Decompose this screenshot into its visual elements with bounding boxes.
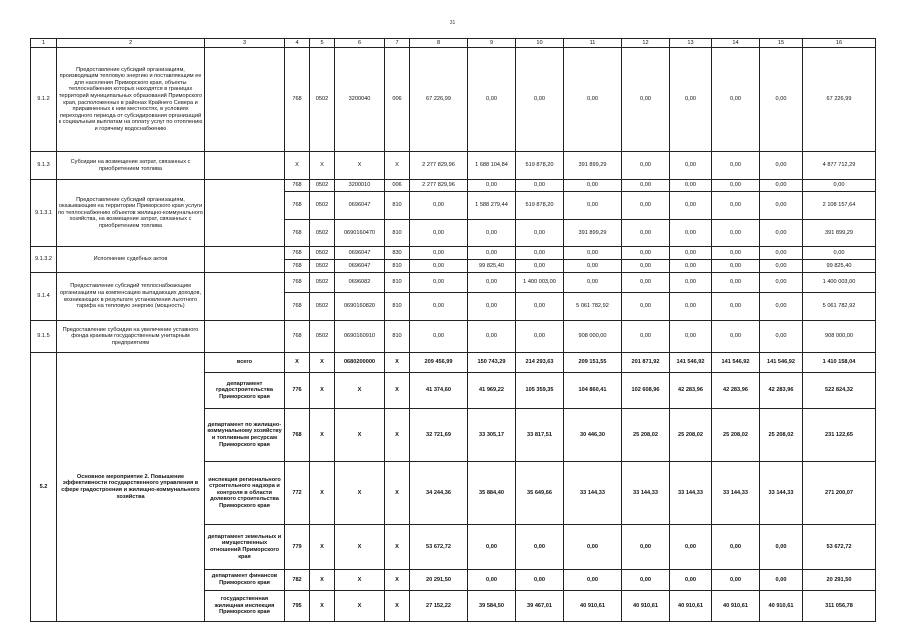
cell-code-vr: 810 — [385, 293, 410, 321]
cell-code-vr: 810 — [385, 192, 410, 220]
cell-value-col15: 25 208,02 — [760, 409, 803, 462]
cell-value-col13: 141 546,92 — [670, 353, 712, 373]
header-cell-14: 14 — [712, 39, 760, 48]
cell-value-col12: 0,00 — [622, 260, 670, 273]
cell-value-col14: 0,00 — [712, 321, 760, 353]
row-description: Субсидии на возмещение затрат, связанных с приобретением топлива — [57, 152, 205, 180]
cell-value-col13: 33 144,33 — [670, 462, 712, 525]
cell-value-col14: 0,00 — [712, 293, 760, 321]
row-number: 5.2 — [31, 353, 57, 622]
row-number: 9.1.5 — [31, 321, 57, 353]
cell-code-csr: 0690160820 — [335, 293, 385, 321]
cell-value-col15: 0,00 — [760, 180, 803, 192]
cell-value-col14: 25 208,02 — [712, 409, 760, 462]
cell-value-col9: 41 969,22 — [468, 373, 516, 409]
cell-value-col11: 0,00 — [564, 192, 622, 220]
budget-table — [30, 38, 876, 622]
row-number: 9.1.4 — [31, 273, 57, 321]
cell-value-col14: 40 910,61 — [712, 591, 760, 622]
cell-value-col14: 0,00 — [712, 152, 760, 180]
cell-code-rzpr: 0502 — [310, 247, 335, 260]
cell-value-col10: 214 293,63 — [516, 353, 564, 373]
row-description: Исполнение судебных актов — [57, 247, 205, 273]
cell-value-col14: 0,00 — [712, 192, 760, 220]
cell-value-col11: 0,00 — [564, 260, 622, 273]
cell-value-col9: 1 588 279,44 — [468, 192, 516, 220]
cell-code-grbs: 768 — [285, 293, 310, 321]
cell-value-col15: 42 283,96 — [760, 373, 803, 409]
cell-value-col10: 0,00 — [516, 321, 564, 353]
cell-code-rzpr: 0502 — [310, 192, 335, 220]
header-cell-2: 2 — [57, 39, 205, 48]
cell-value-col9: 1 688 104,84 — [468, 152, 516, 180]
cell-value-col11: 0,00 — [564, 247, 622, 260]
cell-value-col16: 522 824,32 — [803, 373, 876, 409]
cell-value-col9: 35 884,40 — [468, 462, 516, 525]
cell-code-grbs: 768 — [285, 409, 310, 462]
cell-code-rzpr: X — [310, 353, 335, 373]
cell-value-col12: 102 608,96 — [622, 373, 670, 409]
cell-code-rzpr: X — [310, 591, 335, 622]
cell-code-grbs: 772 — [285, 462, 310, 525]
cell-code-vr: X — [385, 525, 410, 570]
row-number: 9.1.3.2 — [31, 247, 57, 273]
cell-value-col8: 0,00 — [410, 260, 468, 273]
cell-value-col8: 209 456,99 — [410, 353, 468, 373]
cell-value-col12: 0,00 — [622, 192, 670, 220]
cell-value-col9: 0,00 — [468, 525, 516, 570]
cell-code-rzpr: 0502 — [310, 321, 335, 353]
cell-value-col10: 0,00 — [516, 48, 564, 152]
cell-value-col16: 231 122,65 — [803, 409, 876, 462]
cell-value-col14: 141 546,92 — [712, 353, 760, 373]
cell-value-col14: 0,00 — [712, 525, 760, 570]
cell-value-col15: 0,00 — [760, 220, 803, 247]
cell-value-col11: 40 910,61 — [564, 591, 622, 622]
cell-code-rzpr: 0502 — [310, 220, 335, 247]
cell-value-col15: 141 546,92 — [760, 353, 803, 373]
cell-value-col12: 0,00 — [622, 152, 670, 180]
cell-code-vr: 810 — [385, 260, 410, 273]
cell-value-col11: 30 446,30 — [564, 409, 622, 462]
row-number: 9.1.3 — [31, 152, 57, 180]
header-cell-7: 7 — [385, 39, 410, 48]
cell-value-col15: 0,00 — [760, 247, 803, 260]
table-row-9-1-2 — [31, 48, 876, 152]
header-cell-6: 6 — [335, 39, 385, 48]
cell-code-vr: 006 — [385, 48, 410, 152]
cell-code-rzpr: X — [310, 525, 335, 570]
cell-value-col15: 0,00 — [760, 48, 803, 152]
row-number: 9.1.2 — [31, 48, 57, 152]
cell-value-col15: 33 144,33 — [760, 462, 803, 525]
cell-value-col11: 209 151,55 — [564, 353, 622, 373]
cell-value-col10: 35 649,66 — [516, 462, 564, 525]
row-executor — [205, 247, 285, 273]
cell-code-csr: 0690160910 — [335, 321, 385, 353]
cell-value-col14: 0,00 — [712, 220, 760, 247]
row-description: Предоставление субсидии на увеличение уставного фонда краевым государственным унитарным предприятиям — [57, 321, 205, 353]
cell-value-col10: 0,00 — [516, 180, 564, 192]
cell-value-col16: 391 899,29 — [803, 220, 876, 247]
header-cell-11: 11 — [564, 39, 622, 48]
header-cell-10: 10 — [516, 39, 564, 48]
cell-value-col12: 25 208,02 — [622, 409, 670, 462]
cell-value-col8: 27 152,22 — [410, 591, 468, 622]
cell-value-col13: 0,00 — [670, 152, 712, 180]
cell-value-col12: 33 144,33 — [622, 462, 670, 525]
cell-value-col13: 0,00 — [670, 180, 712, 192]
cell-value-col14: 0,00 — [712, 48, 760, 152]
cell-value-col12: 0,00 — [622, 293, 670, 321]
cell-value-col11: 5 061 782,92 — [564, 293, 622, 321]
cell-value-col8: 0,00 — [410, 293, 468, 321]
cell-code-grbs: 768 — [285, 247, 310, 260]
cell-code-grbs: 768 — [285, 192, 310, 220]
cell-value-col10: 39 467,01 — [516, 591, 564, 622]
cell-value-col9: 39 584,50 — [468, 591, 516, 622]
cell-code-grbs: 795 — [285, 591, 310, 622]
cell-code-csr: X — [335, 591, 385, 622]
cell-code-csr: X — [335, 152, 385, 180]
cell-code-rzpr: X — [310, 409, 335, 462]
header-cell-15: 15 — [760, 39, 803, 48]
cell-code-rzpr: 0502 — [310, 273, 335, 293]
row-description: Основное мероприятие 2. Повышение эффективности государственного управления в сфере градостроения и жилищно-коммунального хозяйства — [57, 353, 205, 622]
cell-code-vr: X — [385, 462, 410, 525]
table-row-9-1-3 — [31, 152, 876, 180]
cell-value-col8: 67 226,99 — [410, 48, 468, 152]
cell-value-col15: 0,00 — [760, 152, 803, 180]
cell-value-col8: 0,00 — [410, 273, 468, 293]
cell-code-csr: X — [335, 462, 385, 525]
cell-code-grbs: X — [285, 353, 310, 373]
cell-code-csr: 3200010 — [335, 180, 385, 192]
cell-code-grbs: X — [285, 152, 310, 180]
cell-value-col13: 0,00 — [670, 570, 712, 591]
row-executor — [205, 152, 285, 180]
cell-value-col10: 0,00 — [516, 220, 564, 247]
cell-code-csr: 0690160470 — [335, 220, 385, 247]
cell-value-col11: 104 860,41 — [564, 373, 622, 409]
cell-value-col15: 0,00 — [760, 570, 803, 591]
cell-value-col15: 40 910,61 — [760, 591, 803, 622]
cell-value-col16: 1 410 158,04 — [803, 353, 876, 373]
cell-value-col9: 150 743,29 — [468, 353, 516, 373]
cell-code-rzpr: 0502 — [310, 293, 335, 321]
cell-value-col16: 0,00 — [803, 180, 876, 192]
cell-value-col14: 0,00 — [712, 247, 760, 260]
table-row-9-1-4 — [31, 273, 876, 293]
cell-value-col9: 0,00 — [468, 273, 516, 293]
header-cell-1: 1 — [31, 39, 57, 48]
row-number: 9.1.3.1 — [31, 180, 57, 247]
cell-executor: департамент финансов Приморского края — [205, 570, 285, 591]
cell-value-col12: 0,00 — [622, 220, 670, 247]
cell-value-col10: 0,00 — [516, 570, 564, 591]
cell-code-rzpr: X — [310, 570, 335, 591]
cell-code-rzpr: 0502 — [310, 48, 335, 152]
cell-code-vr: X — [385, 373, 410, 409]
cell-value-col11: 908 000,00 — [564, 321, 622, 353]
cell-code-csr: X — [335, 409, 385, 462]
cell-code-vr: 006 — [385, 180, 410, 192]
cell-value-col11: 0,00 — [564, 570, 622, 591]
header-cell-16: 16 — [803, 39, 876, 48]
cell-value-col13: 0,00 — [670, 273, 712, 293]
cell-code-vr: 810 — [385, 220, 410, 247]
cell-value-col8: 0,00 — [410, 220, 468, 247]
cell-code-csr: X — [335, 373, 385, 409]
table-row-5-2 — [31, 353, 876, 373]
cell-value-col16: 53 672,72 — [803, 525, 876, 570]
cell-value-col12: 0,00 — [622, 525, 670, 570]
cell-code-vr: X — [385, 591, 410, 622]
cell-value-col11: 391 899,29 — [564, 152, 622, 180]
cell-executor: департамент градостроительства Приморского края — [205, 373, 285, 409]
cell-executor: государственная жилищная инспекция Приморского края — [205, 591, 285, 622]
row-executor — [205, 180, 285, 247]
cell-value-col9: 0,00 — [468, 570, 516, 591]
cell-value-col14: 33 144,33 — [712, 462, 760, 525]
cell-value-col15: 0,00 — [760, 525, 803, 570]
cell-value-col14: 0,00 — [712, 570, 760, 591]
cell-value-col16: 5 061 782,92 — [803, 293, 876, 321]
row-executor — [205, 48, 285, 152]
cell-code-rzpr: X — [310, 152, 335, 180]
header-row — [31, 39, 876, 48]
cell-value-col13: 0,00 — [670, 220, 712, 247]
cell-code-csr: 0696082 — [335, 273, 385, 293]
cell-value-col11: 391 899,29 — [564, 220, 622, 247]
cell-code-grbs: 768 — [285, 48, 310, 152]
cell-value-col9: 33 305,17 — [468, 409, 516, 462]
cell-code-grbs: 782 — [285, 570, 310, 591]
cell-code-vr: X — [385, 353, 410, 373]
cell-code-csr: X — [335, 525, 385, 570]
header-cell-9: 9 — [468, 39, 516, 48]
header-cell-3: 3 — [205, 39, 285, 48]
cell-value-col9: 0,00 — [468, 247, 516, 260]
cell-value-col14: 0,00 — [712, 260, 760, 273]
cell-value-col13: 0,00 — [670, 192, 712, 220]
table-row-9-1-3-1 — [31, 180, 876, 192]
cell-value-col15: 0,00 — [760, 192, 803, 220]
cell-value-col12: 0,00 — [622, 180, 670, 192]
cell-code-csr: X — [335, 570, 385, 591]
cell-value-col16: 67 226,99 — [803, 48, 876, 152]
cell-code-csr: 0696047 — [335, 247, 385, 260]
cell-code-csr: 0680200000 — [335, 353, 385, 373]
cell-value-col13: 0,00 — [670, 247, 712, 260]
cell-value-col10: 1 400 003,00 — [516, 273, 564, 293]
cell-value-col15: 0,00 — [760, 293, 803, 321]
cell-code-grbs: 768 — [285, 180, 310, 192]
cell-value-col13: 0,00 — [670, 293, 712, 321]
cell-executor: всего — [205, 353, 285, 373]
cell-executor: департамент по жилищно-коммунальному хозяйству и топливным ресурсам Приморского края — [205, 409, 285, 462]
cell-code-grbs: 768 — [285, 260, 310, 273]
cell-value-col10: 105 359,35 — [516, 373, 564, 409]
cell-value-col11: 0,00 — [564, 525, 622, 570]
cell-value-col10: 519 878,20 — [516, 152, 564, 180]
cell-value-col12: 0,00 — [622, 321, 670, 353]
cell-value-col13: 25 208,02 — [670, 409, 712, 462]
cell-value-col9: 0,00 — [468, 220, 516, 247]
cell-value-col8: 32 721,69 — [410, 409, 468, 462]
cell-value-col14: 0,00 — [712, 273, 760, 293]
cell-value-col8: 20 291,50 — [410, 570, 468, 591]
cell-value-col8: 0,00 — [410, 321, 468, 353]
row-description: Предоставление субсидий организациям, производящим тепловую энергию и поставляющим ее для населения Приморского края, объекты теплоснабжения которых находятся в границах территорий муниципальных образований Приморского края, расположенных в районах Крайнего Севера и приравненных к ним местностях, в условиях переходного периода от субсидирования организаций к социальным выплатам на оплату услуг по отоплению и горячему водоснабжению — [57, 48, 205, 152]
cell-value-col9: 99 825,40 — [468, 260, 516, 273]
cell-code-rzpr: 0502 — [310, 260, 335, 273]
cell-value-col16: 908 000,00 — [803, 321, 876, 353]
cell-code-vr: X — [385, 152, 410, 180]
header-cell-12: 12 — [622, 39, 670, 48]
cell-code-csr: 0696047 — [335, 192, 385, 220]
cell-value-col12: 0,00 — [622, 570, 670, 591]
cell-value-col16: 2 108 157,64 — [803, 192, 876, 220]
cell-code-csr: 3200040 — [335, 48, 385, 152]
cell-value-col10: 0,00 — [516, 293, 564, 321]
cell-executor: департамент земельных и имущественных отношений Приморского края — [205, 525, 285, 570]
cell-value-col9: 0,00 — [468, 293, 516, 321]
row-executor — [205, 273, 285, 321]
cell-value-col12: 201 871,92 — [622, 353, 670, 373]
cell-value-col10: 0,00 — [516, 525, 564, 570]
cell-value-col8: 0,00 — [410, 192, 468, 220]
cell-value-col16: 4 877 712,29 — [803, 152, 876, 180]
cell-code-rzpr: X — [310, 373, 335, 409]
cell-value-col13: 0,00 — [670, 321, 712, 353]
cell-code-rzpr: 0502 — [310, 180, 335, 192]
cell-value-col13: 40 910,61 — [670, 591, 712, 622]
cell-value-col8: 2 277 829,96 — [410, 180, 468, 192]
cell-value-col14: 0,00 — [712, 180, 760, 192]
cell-value-col11: 33 144,33 — [564, 462, 622, 525]
header-cell-5: 5 — [310, 39, 335, 48]
cell-value-col9: 0,00 — [468, 48, 516, 152]
cell-value-col11: 0,00 — [564, 273, 622, 293]
cell-code-grbs: 768 — [285, 220, 310, 247]
cell-code-vr: 830 — [385, 247, 410, 260]
cell-value-col10: 33 817,51 — [516, 409, 564, 462]
cell-code-vr: X — [385, 570, 410, 591]
cell-code-grbs: 768 — [285, 321, 310, 353]
cell-value-col9: 0,00 — [468, 321, 516, 353]
cell-value-col8: 34 244,36 — [410, 462, 468, 525]
row-description: Предоставление субсидий организациям, оказывающим на территории Приморского края услуги по теплоснабжению объектов жилищно-коммунального хозяйства, на возмещение затрат, связанных с приобретением топлива — [57, 180, 205, 247]
cell-value-col9: 0,00 — [468, 180, 516, 192]
cell-value-col13: 42 283,96 — [670, 373, 712, 409]
cell-value-col8: 41 374,60 — [410, 373, 468, 409]
page-number: 31 — [449, 20, 456, 26]
cell-code-vr: 810 — [385, 321, 410, 353]
cell-code-grbs: 779 — [285, 525, 310, 570]
cell-code-csr: 0696047 — [335, 260, 385, 273]
cell-value-col12: 0,00 — [622, 247, 670, 260]
cell-code-vr: X — [385, 409, 410, 462]
cell-value-col8: 53 672,72 — [410, 525, 468, 570]
cell-value-col15: 0,00 — [760, 273, 803, 293]
table-row-9-1-3-2 — [31, 247, 876, 260]
cell-value-col12: 40 910,61 — [622, 591, 670, 622]
cell-code-grbs: 776 — [285, 373, 310, 409]
cell-value-col13: 0,00 — [670, 260, 712, 273]
header-cell-13: 13 — [670, 39, 712, 48]
cell-value-col8: 0,00 — [410, 247, 468, 260]
cell-value-col14: 42 283,96 — [712, 373, 760, 409]
cell-value-col16: 99 825,40 — [803, 260, 876, 273]
cell-value-col10: 0,00 — [516, 260, 564, 273]
cell-value-col11: 0,00 — [564, 180, 622, 192]
cell-value-col16: 311 056,78 — [803, 591, 876, 622]
cell-value-col12: 0,00 — [622, 273, 670, 293]
cell-value-col8: 2 277 829,96 — [410, 152, 468, 180]
row-description: Предоставление субсидий теплоснабжающим организациям на компенсацию выпадающих доходов, возникающих в результате установления льготного тарифа на тепловую энергию (мощность) — [57, 273, 205, 321]
cell-value-col16: 1 400 003,00 — [803, 273, 876, 293]
cell-value-col13: 0,00 — [670, 525, 712, 570]
cell-value-col10: 519 878,20 — [516, 192, 564, 220]
header-cell-4: 4 — [285, 39, 310, 48]
cell-value-col11: 0,00 — [564, 48, 622, 152]
cell-value-col16: 20 291,50 — [803, 570, 876, 591]
cell-value-col16: 271 200,07 — [803, 462, 876, 525]
header-cell-8: 8 — [410, 39, 468, 48]
cell-code-rzpr: X — [310, 462, 335, 525]
cell-value-col15: 0,00 — [760, 321, 803, 353]
cell-value-col12: 0,00 — [622, 48, 670, 152]
cell-value-col15: 0,00 — [760, 260, 803, 273]
row-executor — [205, 321, 285, 353]
cell-code-grbs: 768 — [285, 273, 310, 293]
cell-value-col13: 0,00 — [670, 48, 712, 152]
cell-value-col16: 0,00 — [803, 247, 876, 260]
cell-executor: инспекция регионального строительного надзора и контроля в области долевого строительства Приморского края — [205, 462, 285, 525]
cell-value-col10: 0,00 — [516, 247, 564, 260]
cell-code-vr: 810 — [385, 273, 410, 293]
table-row-9-1-5 — [31, 321, 876, 353]
